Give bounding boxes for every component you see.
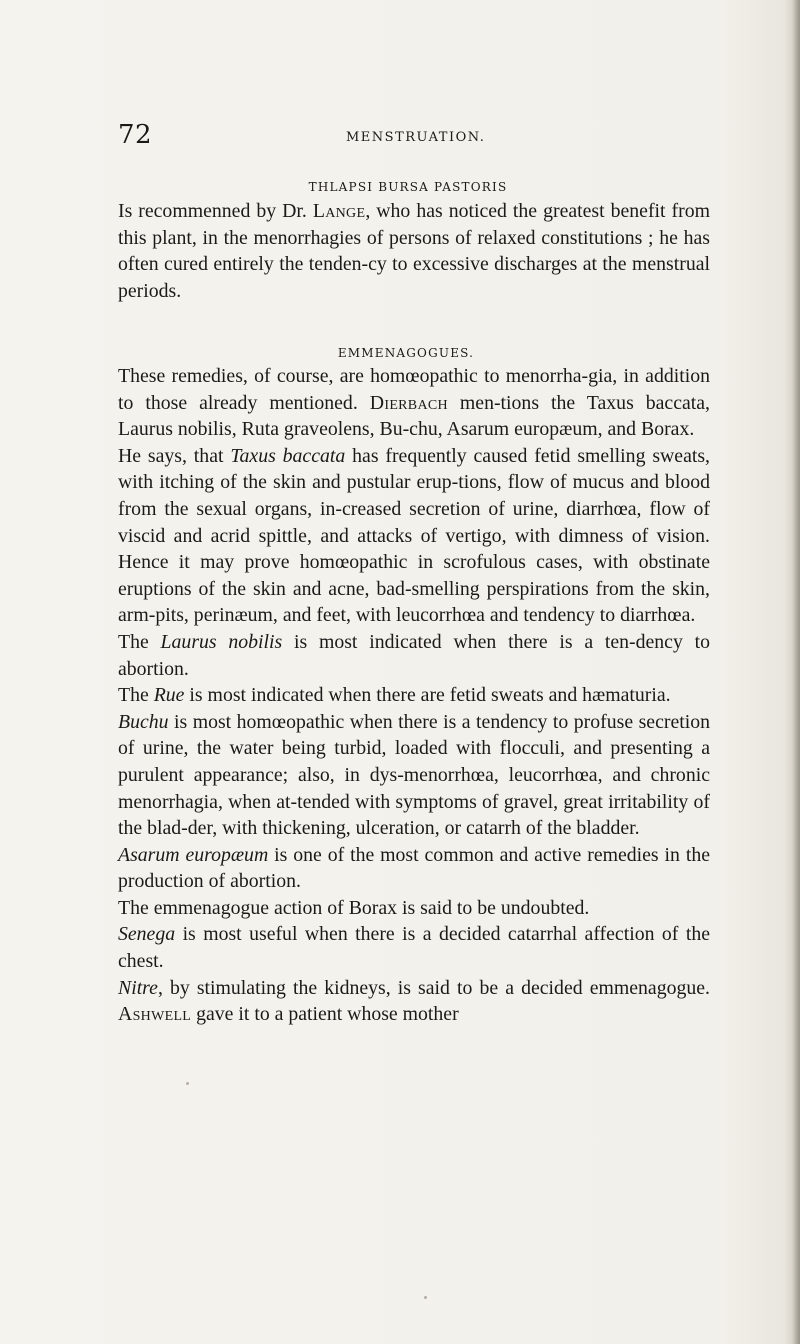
- paragraph: [118, 363, 710, 443]
- remedy-term: Senega: [118, 923, 176, 946]
- paragraph: [118, 709, 710, 842]
- text-run: men-tions the Taxus baccata, Laurus nobilis, Ruta graveolens, Bu-chu, Asarum europæum, and Borax.: [118, 391, 710, 441]
- remedy-term: Taxus baccata: [230, 444, 346, 467]
- section-body-emmenagogues: [118, 363, 710, 1028]
- section-heading-emmenagogues: EMMENAGOGUES.: [337, 346, 475, 360]
- paragraph: [118, 629, 710, 682]
- text-run: is one of the most common and active remedies in the production of abortion.: [118, 843, 710, 893]
- remedy-term: Rue: [153, 684, 185, 707]
- text-run: The: [118, 684, 154, 707]
- paragraph: [118, 682, 710, 709]
- text-run: is most homœopathic when there is a tendency to profuse secretion of urine, the water being turbid, loaded with flocculi, and presenting a purulent appearance; also, in dys-menorrhœa, leucorrhœa, and chronic menorrhagia, when at-tended with symptoms of gravel, great irritability of the blad-der, with thickening, ulceration, or catarrh of the bladder.: [118, 710, 710, 840]
- remedy-term: Laurus nobilis: [160, 630, 283, 653]
- author-name: Lange: [312, 200, 366, 222]
- paragraph: [118, 443, 710, 629]
- paragraph: [118, 198, 710, 304]
- author-name: Dierbach: [369, 391, 448, 414]
- text-run: gave it to a patient whose mother: [191, 1003, 459, 1026]
- text-run: is most indicated when there are fetid sweats and hæmaturia.: [184, 684, 671, 707]
- remedy-term: Asarum europæum: [118, 843, 269, 866]
- section-body-thlapsi: [118, 198, 710, 304]
- running-head: MENSTRUATION.: [346, 130, 486, 145]
- text-run: Is recommenned by Dr.: [118, 200, 313, 222]
- paragraph: [118, 895, 710, 922]
- paper-speck: [186, 1082, 189, 1085]
- text-run: The emmenagogue action of Borax is said to be undoubted.: [118, 896, 590, 919]
- text-run: is most useful when there is a decided catarrhal affection of the chest.: [118, 923, 710, 973]
- paragraph: [118, 842, 710, 895]
- paragraph: [118, 975, 710, 1028]
- page-number: 72: [118, 120, 153, 150]
- text-run: He says, that: [118, 444, 231, 467]
- text-run: , by stimulating the kidneys, is said to be a decided emmenagogue.: [157, 976, 710, 999]
- remedy-term: Buchu: [118, 710, 169, 733]
- page-edge-shadow: [792, 0, 800, 1344]
- text-run: The: [118, 630, 161, 653]
- text-run: has frequently caused fetid smelling sweats, with itching of the skin and pustular erup-tions, flow of mucus and blood from the sexual organs, in-creased secretion of urine, diarrhœa, flow of viscid and acrid spittle, and attacks of vertigo, with dimness of vision. Hence it may prove homœopathic in scrofulous cases, with obstinate eruptions of the skin and acne, bad-smelling perspirations from the skin, arm-pits, perinæum, and feet, with leucorrhœa and tendency to diarrhœa.: [118, 444, 711, 627]
- paragraph: [118, 921, 710, 974]
- section-heading-thlapsi: THLAPSI BURSA PASTORIS: [308, 180, 508, 194]
- author-name: Ashwell: [118, 1003, 192, 1026]
- text-run: , who has noticed the greatest benefit from this plant, in the menorrhagies of persons of relaxed constitutions ; he has often cured entirely the tenden-cy to excessive discharges at the menstrual periods.: [118, 200, 710, 302]
- text-run: is most indicated when there is a ten-dency to abortion.: [118, 630, 711, 680]
- text-run: These remedies, of course, are homœopathic to menorrha-gia, in addition to those already mentioned.: [118, 365, 710, 414]
- paper-speck: [424, 1296, 427, 1299]
- remedy-term: Nitre: [118, 976, 158, 999]
